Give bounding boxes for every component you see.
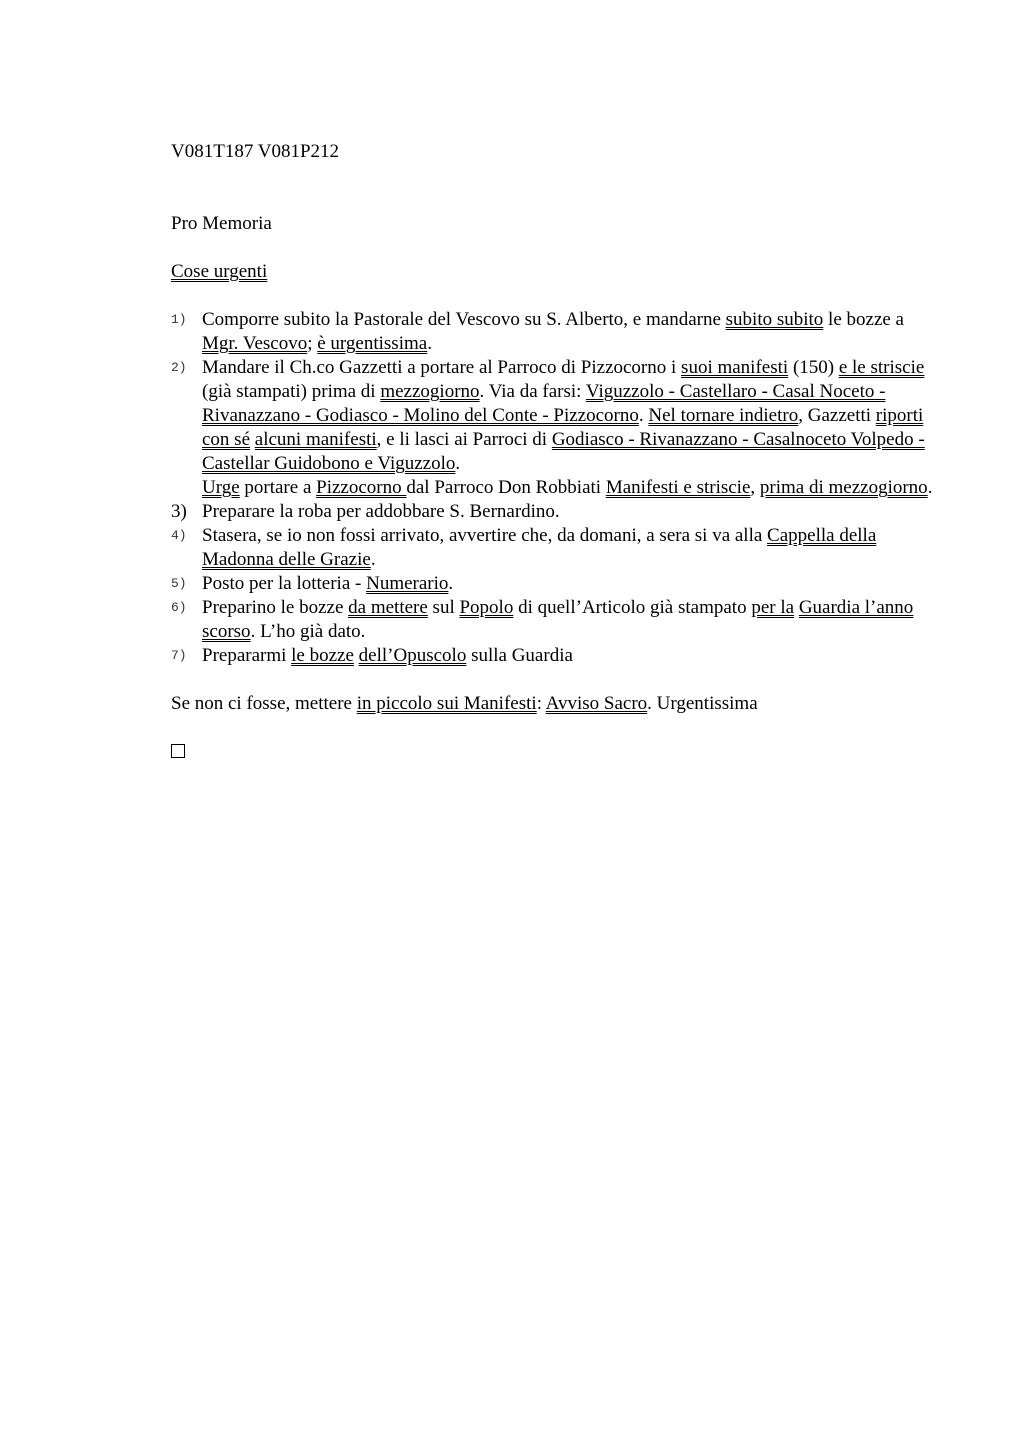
text-segment: . Urgentissima <box>647 693 758 714</box>
underlined-text: in piccolo sui Manifesti <box>356 693 537 714</box>
underlined-text: subito subito <box>725 309 824 330</box>
underlined-text: Cappella della Madonna delle Grazie <box>202 525 877 570</box>
item-number: 6) <box>171 600 187 615</box>
item-number: 5) <box>171 576 187 591</box>
underlined-text: dell’Opuscolo <box>358 645 467 666</box>
underlined-text: è urgentissima <box>317 333 428 354</box>
closing-note <box>171 692 941 716</box>
list-item <box>171 572 941 596</box>
underlined-text: Godiasco - Rivanazzano - Casalnoceto Volpedo - Castellar Guidobono e Viguzzolo <box>202 429 925 474</box>
text-segment: Mandare il Ch.co Gazzetti a portare al Parroco di Pizzocorno i <box>202 357 682 378</box>
item-number: 1) <box>171 312 187 327</box>
document-page <box>171 140 941 754</box>
text-segment: . L’ho già dato. <box>250 621 366 642</box>
underlined-text: Popolo <box>459 597 514 618</box>
text-segment: . <box>448 573 454 594</box>
text-segment: Stasera, se io non fossi arrivato, avvertire che, da domani, a sera si va alla <box>202 525 768 546</box>
underlined-text: Pizzocorno <box>316 477 407 498</box>
text-segment: (già stampati) prima di <box>202 381 381 402</box>
list-item <box>171 596 941 644</box>
text-segment: portare a <box>239 477 317 498</box>
text-segment: . <box>638 405 649 426</box>
square-icon <box>171 744 185 758</box>
underlined-text: Numerario <box>366 573 449 594</box>
text-segment: Comporre subito la Pastorale del Vescovo su S. Alberto, e mandarne <box>202 309 726 330</box>
text-segment: , <box>750 477 760 498</box>
underlined-text: Guardia l’anno scorso <box>202 597 914 642</box>
document-title: Pro Memoria <box>171 213 272 234</box>
underlined-text: Nel tornare indietro <box>648 405 799 426</box>
text-segment: Preparino le bozze <box>202 597 349 618</box>
list-item <box>171 356 941 500</box>
underlined-text: alcuni manifesti <box>254 429 377 450</box>
text-segment: dal Parroco Don Robbiati <box>406 477 606 498</box>
underlined-text: con sé <box>202 429 251 450</box>
section-heading <box>171 260 941 284</box>
underlined-text: riporti <box>875 405 924 426</box>
text-segment: (150) <box>788 357 839 378</box>
item-number: 7) <box>171 648 187 663</box>
underlined-text: da mettere <box>348 597 428 618</box>
text-segment: sulla Guardia <box>466 645 573 666</box>
underlined-text: Urge <box>202 477 240 498</box>
item-number: 4) <box>171 528 187 543</box>
document-code: V081T187 V081P212 <box>171 141 340 162</box>
item-number: 2) <box>171 360 187 375</box>
underlined-text: Avviso Sacro <box>545 693 648 714</box>
item-number: 3) <box>171 501 187 522</box>
text-segment: . <box>455 453 461 474</box>
text-segment: , Gazzetti <box>798 405 876 426</box>
underlined-text: prima di mezzogiorno <box>759 477 928 498</box>
text-segment: le bozze a <box>823 309 904 330</box>
urgent-items-list <box>171 308 941 668</box>
text-segment: di quell’Articolo già stampato <box>513 597 752 618</box>
section-heading-text: Cose urgenti <box>171 261 268 282</box>
underlined-text: Mgr. Vescovo <box>202 333 308 354</box>
text-segment: Prepararmi <box>202 645 292 666</box>
list-item <box>171 308 941 356</box>
list-item <box>171 644 941 668</box>
text-segment: ; <box>307 333 318 354</box>
list-item <box>171 500 941 524</box>
text-segment: . <box>927 477 933 498</box>
text-segment: sul <box>427 597 460 618</box>
underlined-text: e le striscie <box>838 357 925 378</box>
underlined-text: Viguzzolo - Castellaro - Casal Noceto - Rivanazzano - Godiasco - Molino del Conte - Pizzocorno <box>202 381 886 426</box>
underlined-text: per la <box>751 597 795 618</box>
text-segment: Preparare la roba per addobbare S. Bernardino. <box>202 501 560 522</box>
underlined-text: mezzogiorno <box>380 381 480 402</box>
list-item <box>171 524 941 572</box>
underlined-text: suoi manifesti <box>681 357 789 378</box>
text-segment: : <box>536 693 546 714</box>
text-segment: . Via da farsi: <box>479 381 586 402</box>
text-segment: , e li lasci ai Parroci di <box>376 429 552 450</box>
underlined-text: Manifesti e striscie <box>605 477 751 498</box>
text-segment: Posto per la lotteria - <box>202 573 367 594</box>
underlined-text: le bozze <box>291 645 354 666</box>
text-segment: Se non ci fosse, mettere <box>171 693 357 714</box>
text-segment: . <box>370 549 376 570</box>
text-segment: . <box>427 333 432 354</box>
